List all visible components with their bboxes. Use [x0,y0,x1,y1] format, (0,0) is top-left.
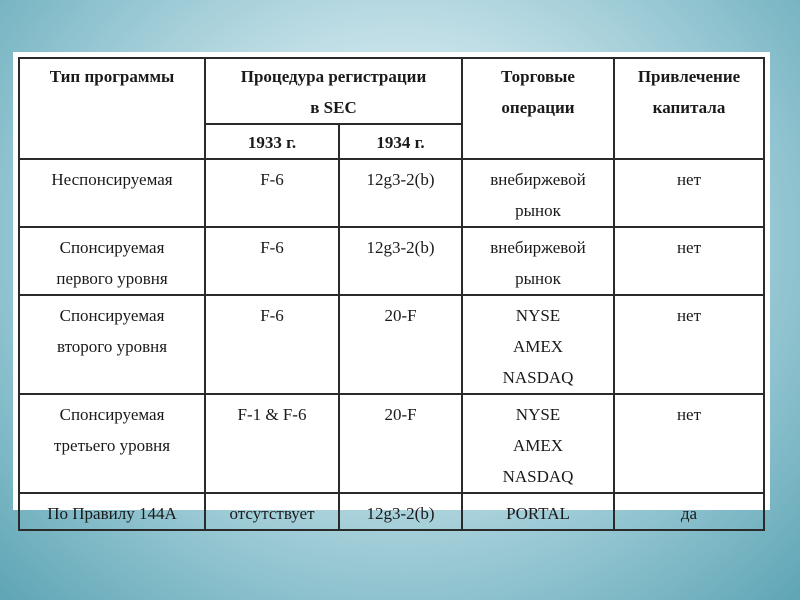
header-program-type: Тип программы [19,58,205,159]
cell-registration-1933: F-1 & F-6 [205,394,339,493]
cell-capital: нет [614,227,764,295]
table-row [19,295,764,394]
cell-capital: нет [614,159,764,227]
table-row [19,493,764,530]
slide [13,52,770,523]
cell-registration-1933: отсутствует [205,493,339,530]
table-row [19,394,764,493]
cell-registration-1934: 12g3-2(b) [339,159,462,227]
cell-registration-1933: F-6 [205,159,339,227]
cell-capital: да [614,493,764,530]
cell-trading: NYSE AMEX NASDAQ [462,394,614,493]
cell-registration-1933: F-6 [205,227,339,295]
cell-trading: PORTAL [462,493,614,530]
table-row [19,227,764,295]
header-registration: Процедура регистрации в SEC [205,58,462,124]
header-capital: Привлечение капитала [614,58,764,159]
cell-program-type: Спонсируемая второго уровня [19,295,205,394]
cell-trading: NYSE AMEX NASDAQ [462,295,614,394]
header-year-1933: 1933 г. [205,124,339,159]
adr-programs-table [18,57,765,531]
cell-registration-1934: 12g3-2(b) [339,493,462,530]
cell-registration-1934: 12g3-2(b) [339,227,462,295]
table-row [19,159,764,227]
cell-trading: внебиржевой рынок [462,159,614,227]
cell-registration-1934: 20-F [339,295,462,394]
cell-registration-1933: F-6 [205,295,339,394]
header-year-1934: 1934 г. [339,124,462,159]
cell-trading: внебиржевой рынок [462,227,614,295]
cell-program-type: По Правилу 144А [19,493,205,530]
cell-capital: нет [614,394,764,493]
cell-registration-1934: 20-F [339,394,462,493]
cell-program-type: Спонсируемая первого уровня [19,227,205,295]
cell-program-type: Спонсируемая третьего уровня [19,394,205,493]
cell-program-type: Неспонсируемая [19,159,205,227]
cell-capital: нет [614,295,764,394]
header-trading: Торговые операции [462,58,614,159]
